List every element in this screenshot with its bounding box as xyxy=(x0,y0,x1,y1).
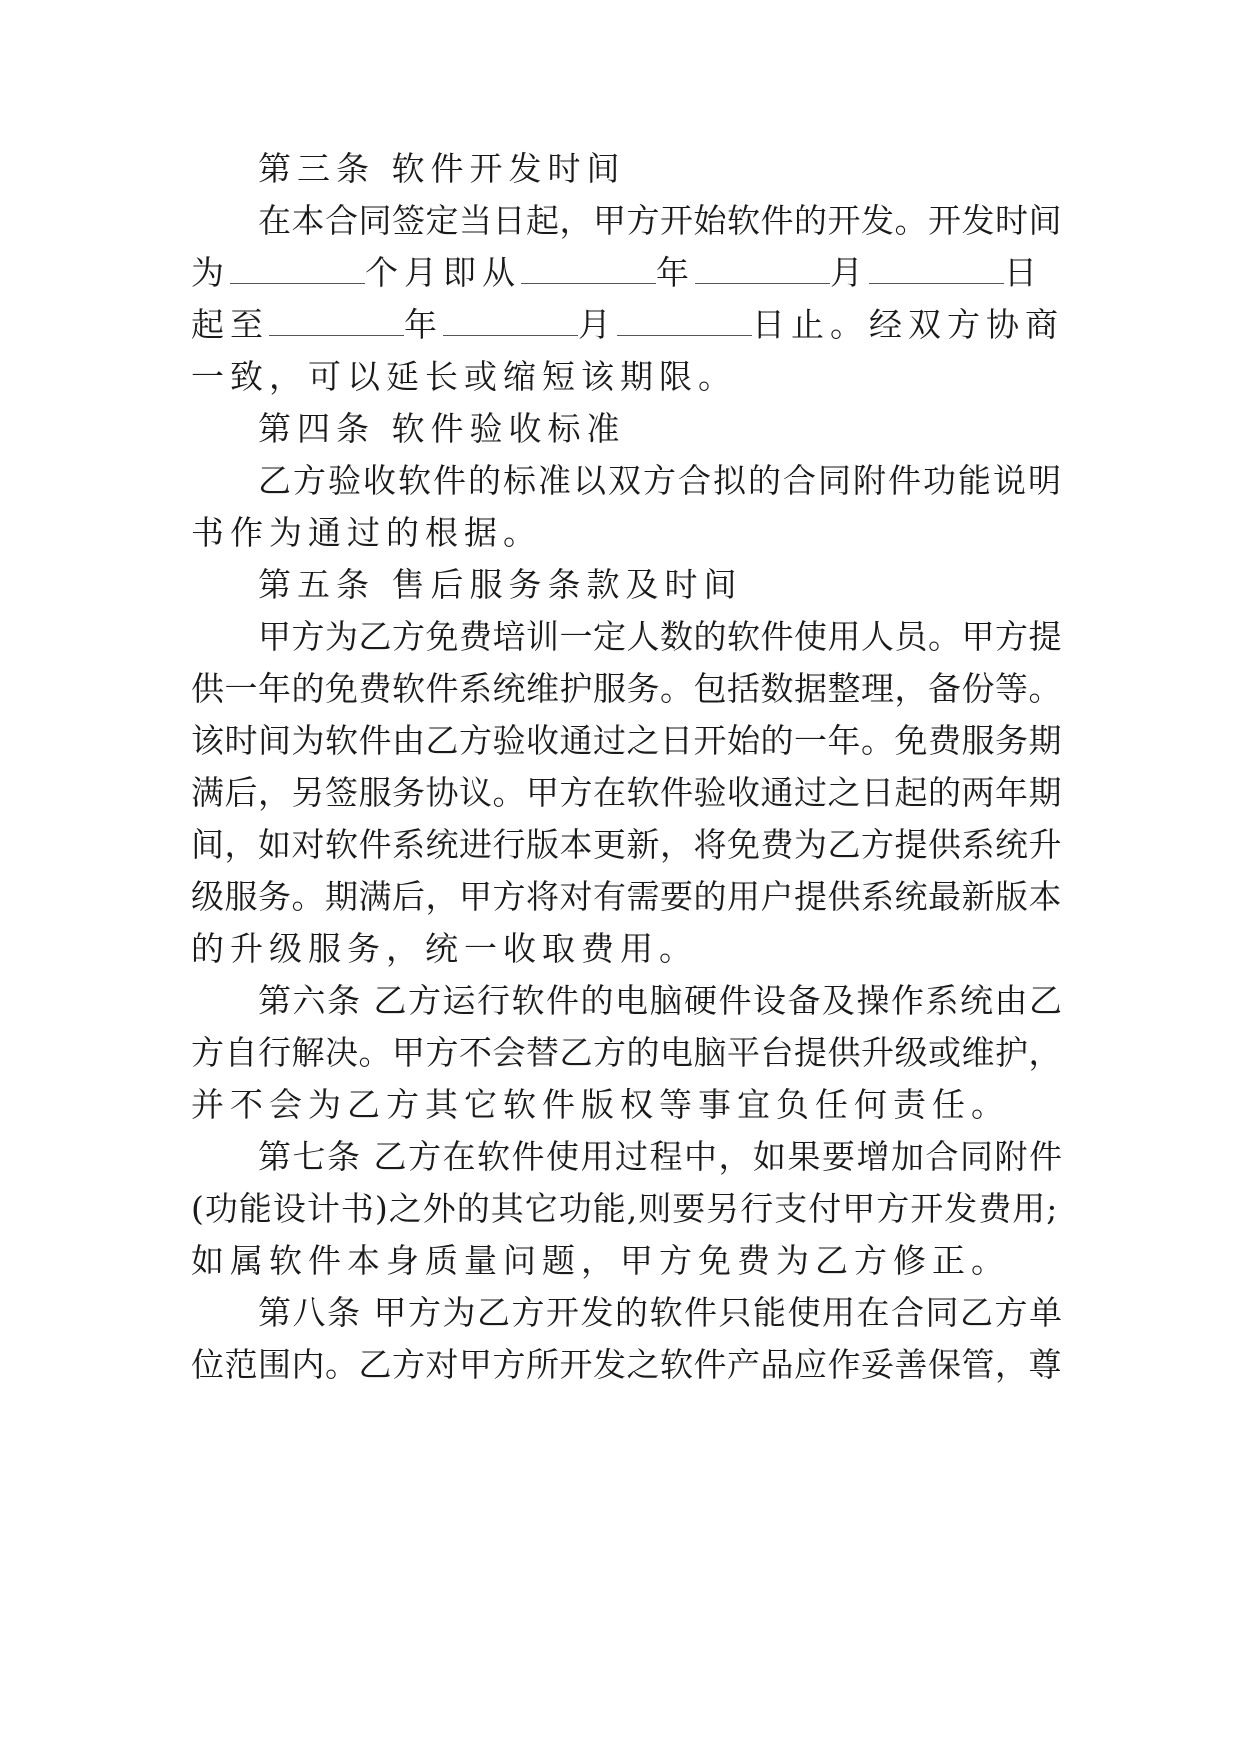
paragraph-line: 间，如对软件系统进行版本更新，将免费为乙方提供系统升 xyxy=(191,825,1062,864)
paragraph-line: 方自行解决。甲方不会替乙方的电脑平台提供升级或维护， xyxy=(191,1033,1062,1072)
text-segment: 年 xyxy=(656,253,695,292)
paragraph-line: 书作为通过的根据。 xyxy=(191,513,542,552)
paragraph-line: 乙方验收软件的标准以双方合拟的合同附件功能说明 xyxy=(258,461,1063,500)
article-4-heading: 第四条 软件验收标准 xyxy=(258,409,626,448)
text-segment: 月 xyxy=(578,305,617,344)
fill-in-blank xyxy=(521,253,656,284)
article-3-heading: 第三条 软件开发时间 xyxy=(258,149,626,188)
paragraph-line: 如属软件本身质量问题，甲方免费为乙方修正。 xyxy=(191,1241,1010,1280)
text-segment: 个月即从 xyxy=(365,253,521,292)
fill-in-blank xyxy=(695,253,830,284)
paragraph-line: 一致，可以延长或缩短该期限。 xyxy=(191,357,737,396)
text-segment: 为 xyxy=(191,253,230,292)
paragraph-line: 供一年的免费软件系统维护服务。包括数据整理，备份等。 xyxy=(191,669,1062,708)
paragraph-line: 甲方为乙方免费培训一定人数的软件使用人员。甲方提 xyxy=(258,617,1062,656)
paragraph-line: (功能设计书)之外的其它功能,则要另行支付甲方开发费用; xyxy=(191,1189,1059,1228)
fill-in-blank xyxy=(269,305,404,336)
fill-in-blank xyxy=(230,253,365,284)
text-segment: 年 xyxy=(404,305,443,344)
text-segment: 日 xyxy=(1004,253,1043,292)
paragraph-line: 的升级服务，统一收取费用。 xyxy=(191,929,698,968)
paragraph-line-with-blanks xyxy=(191,305,1071,345)
paragraph-line: 级服务。期满后，甲方将对有需要的用户提供系统最新版本 xyxy=(191,877,1062,916)
paragraph-line: 在本合同签定当日起，甲方开始软件的开发。开发时间 xyxy=(258,201,1062,240)
text-segment: 日止。经双方协商 xyxy=(752,305,1064,344)
fill-in-blank xyxy=(443,305,578,336)
paragraph-line: 该时间为软件由乙方验收通过之日开始的一年。免费服务期 xyxy=(191,721,1062,760)
paragraph-line: 满后，另签服务协议。甲方在软件验收通过之日起的两年期 xyxy=(191,773,1062,812)
fill-in-blank xyxy=(617,305,752,336)
paragraph-line: 并不会为乙方其它软件版权等事宜负任何责任。 xyxy=(191,1085,1010,1124)
fill-in-blank xyxy=(869,253,1004,284)
article-5-heading: 第五条 售后服务条款及时间 xyxy=(258,565,743,604)
article-8-paragraph: 第八条 甲方为乙方开发的软件只能使用在合同乙方单 xyxy=(258,1293,1064,1332)
paragraph-line: 位范围内。乙方对甲方所开发之软件产品应作妥善保管，尊 xyxy=(191,1345,1062,1384)
article-7-paragraph: 第七条 乙方在软件使用过程中，如果要增加合同附件 xyxy=(258,1137,1064,1176)
article-6-paragraph: 第六条 乙方运行软件的电脑硬件设备及操作系统由乙 xyxy=(258,981,1064,1020)
text-segment: 起至 xyxy=(191,305,269,344)
text-segment: 月 xyxy=(830,253,869,292)
paragraph-line-with-blanks xyxy=(191,253,1071,293)
